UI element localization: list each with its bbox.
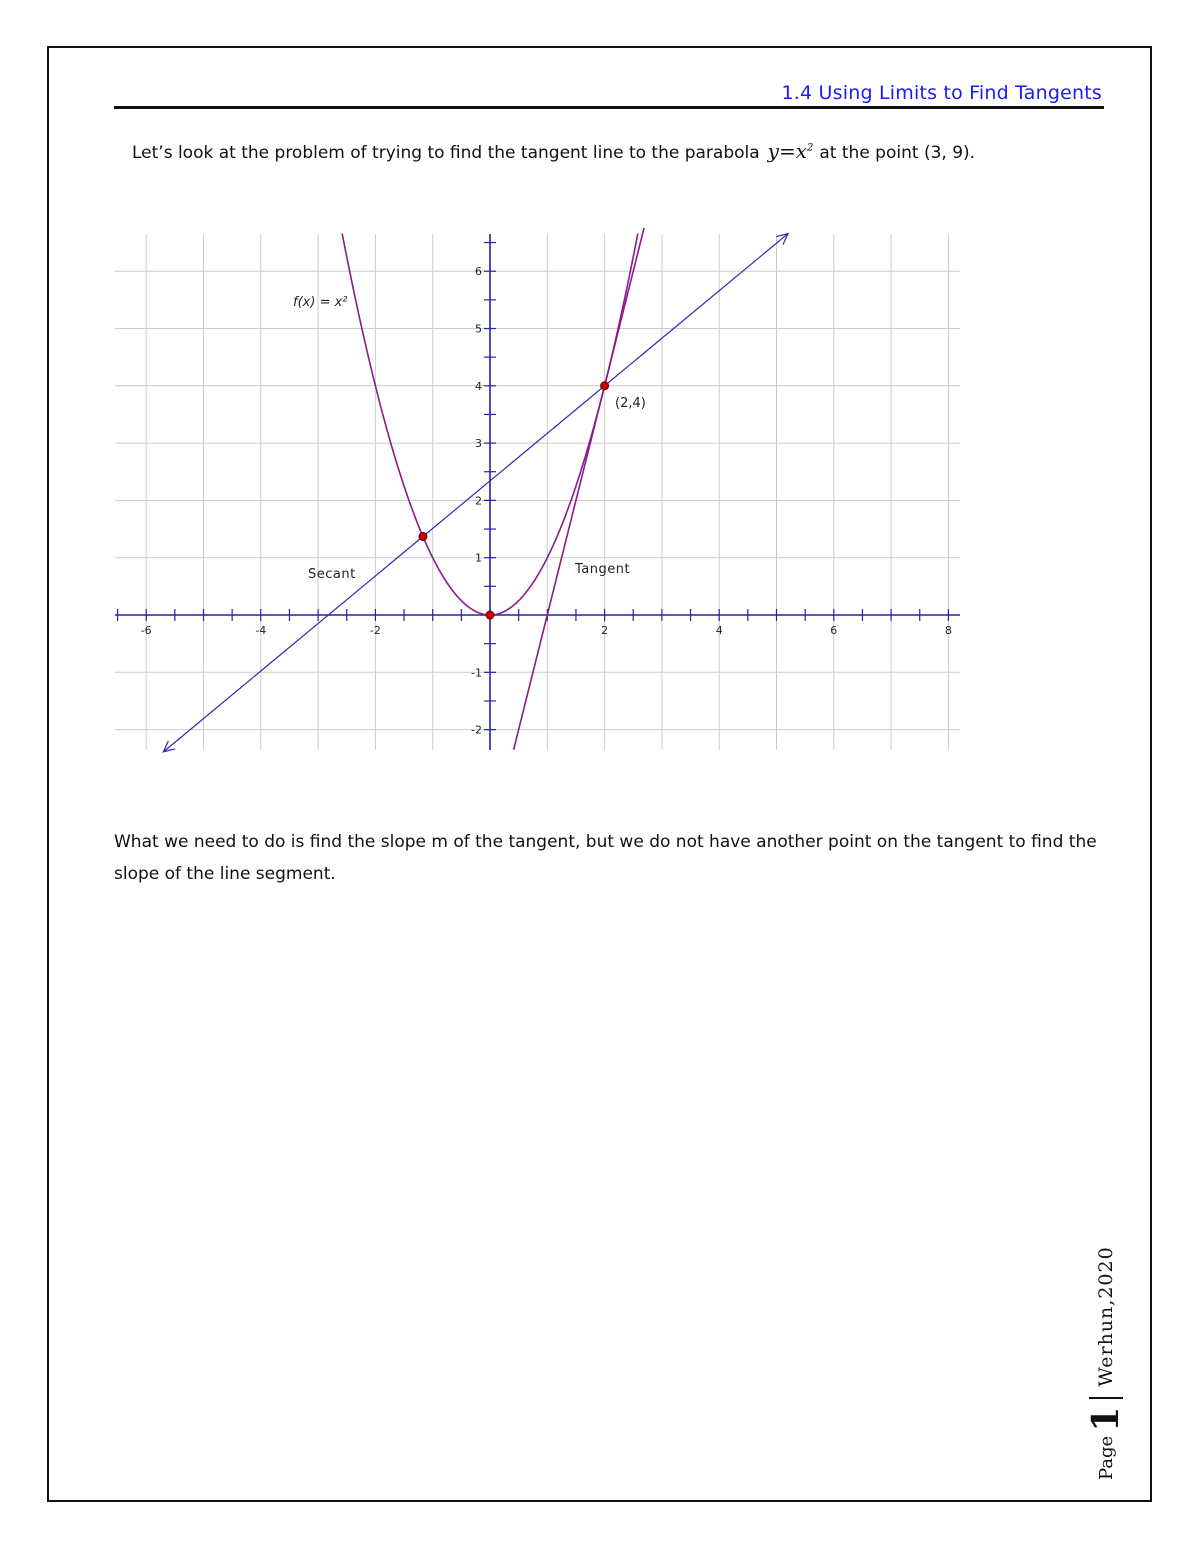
y-tick-label: 4	[475, 379, 482, 393]
grid	[115, 234, 960, 750]
tangent-line	[514, 228, 645, 750]
x-tick-label: 8	[944, 624, 952, 637]
data-point	[419, 532, 427, 540]
function-label: f(x) = x²	[293, 295, 348, 310]
x-tick-label: -2	[369, 624, 381, 637]
page-number: 1	[1085, 1406, 1127, 1432]
intro-text-before: Let’s look at the problem of trying to find the tangent line to the parabola	[132, 143, 760, 163]
intro-equation-exponent: 2	[807, 142, 814, 154]
y-tick-label: 5	[475, 322, 482, 336]
secant-label: Secant	[308, 567, 356, 582]
intro-sentence	[132, 139, 975, 163]
x-tick-label: 2	[601, 624, 609, 637]
header-title: 1.4 Using Limits to Find Tangents	[781, 82, 1102, 104]
header-rule	[114, 106, 1104, 109]
tick-labels	[141, 265, 952, 736]
x-tick-label: 4	[715, 624, 723, 637]
footer-author: Werhun,2020	[1095, 1246, 1117, 1387]
page-label: Page	[1095, 1435, 1117, 1480]
y-tick-label: -1	[471, 666, 482, 680]
x-tick-label: -4	[255, 624, 267, 637]
page-footer	[1082, 1245, 1130, 1480]
footer-divider	[1089, 1397, 1123, 1399]
annotations	[293, 295, 646, 582]
y-tick-label: 6	[475, 265, 482, 279]
intro-equation-base: y=x	[767, 139, 808, 163]
x-tick-label: -6	[140, 624, 152, 637]
tangent-label: Tangent	[575, 562, 631, 577]
y-tick-label: 2	[475, 494, 482, 508]
tangent-secant-graph	[110, 228, 970, 758]
intro-text-after: at the point (3, 9).	[819, 143, 976, 163]
body-paragraph: What we need to do is find the slope m of the tangent, but we do not have another point on the tangent to find the slope of the line segment.	[114, 832, 1097, 884]
data-point	[486, 611, 494, 619]
x-tick-label: 6	[830, 624, 838, 637]
intro-equation	[768, 139, 814, 163]
y-tick-label: 3	[475, 437, 482, 451]
point-label: (2,4)	[615, 396, 646, 411]
y-tick-label: 1	[475, 551, 482, 565]
y-tick-label: -2	[471, 723, 482, 737]
data-point	[601, 382, 609, 390]
